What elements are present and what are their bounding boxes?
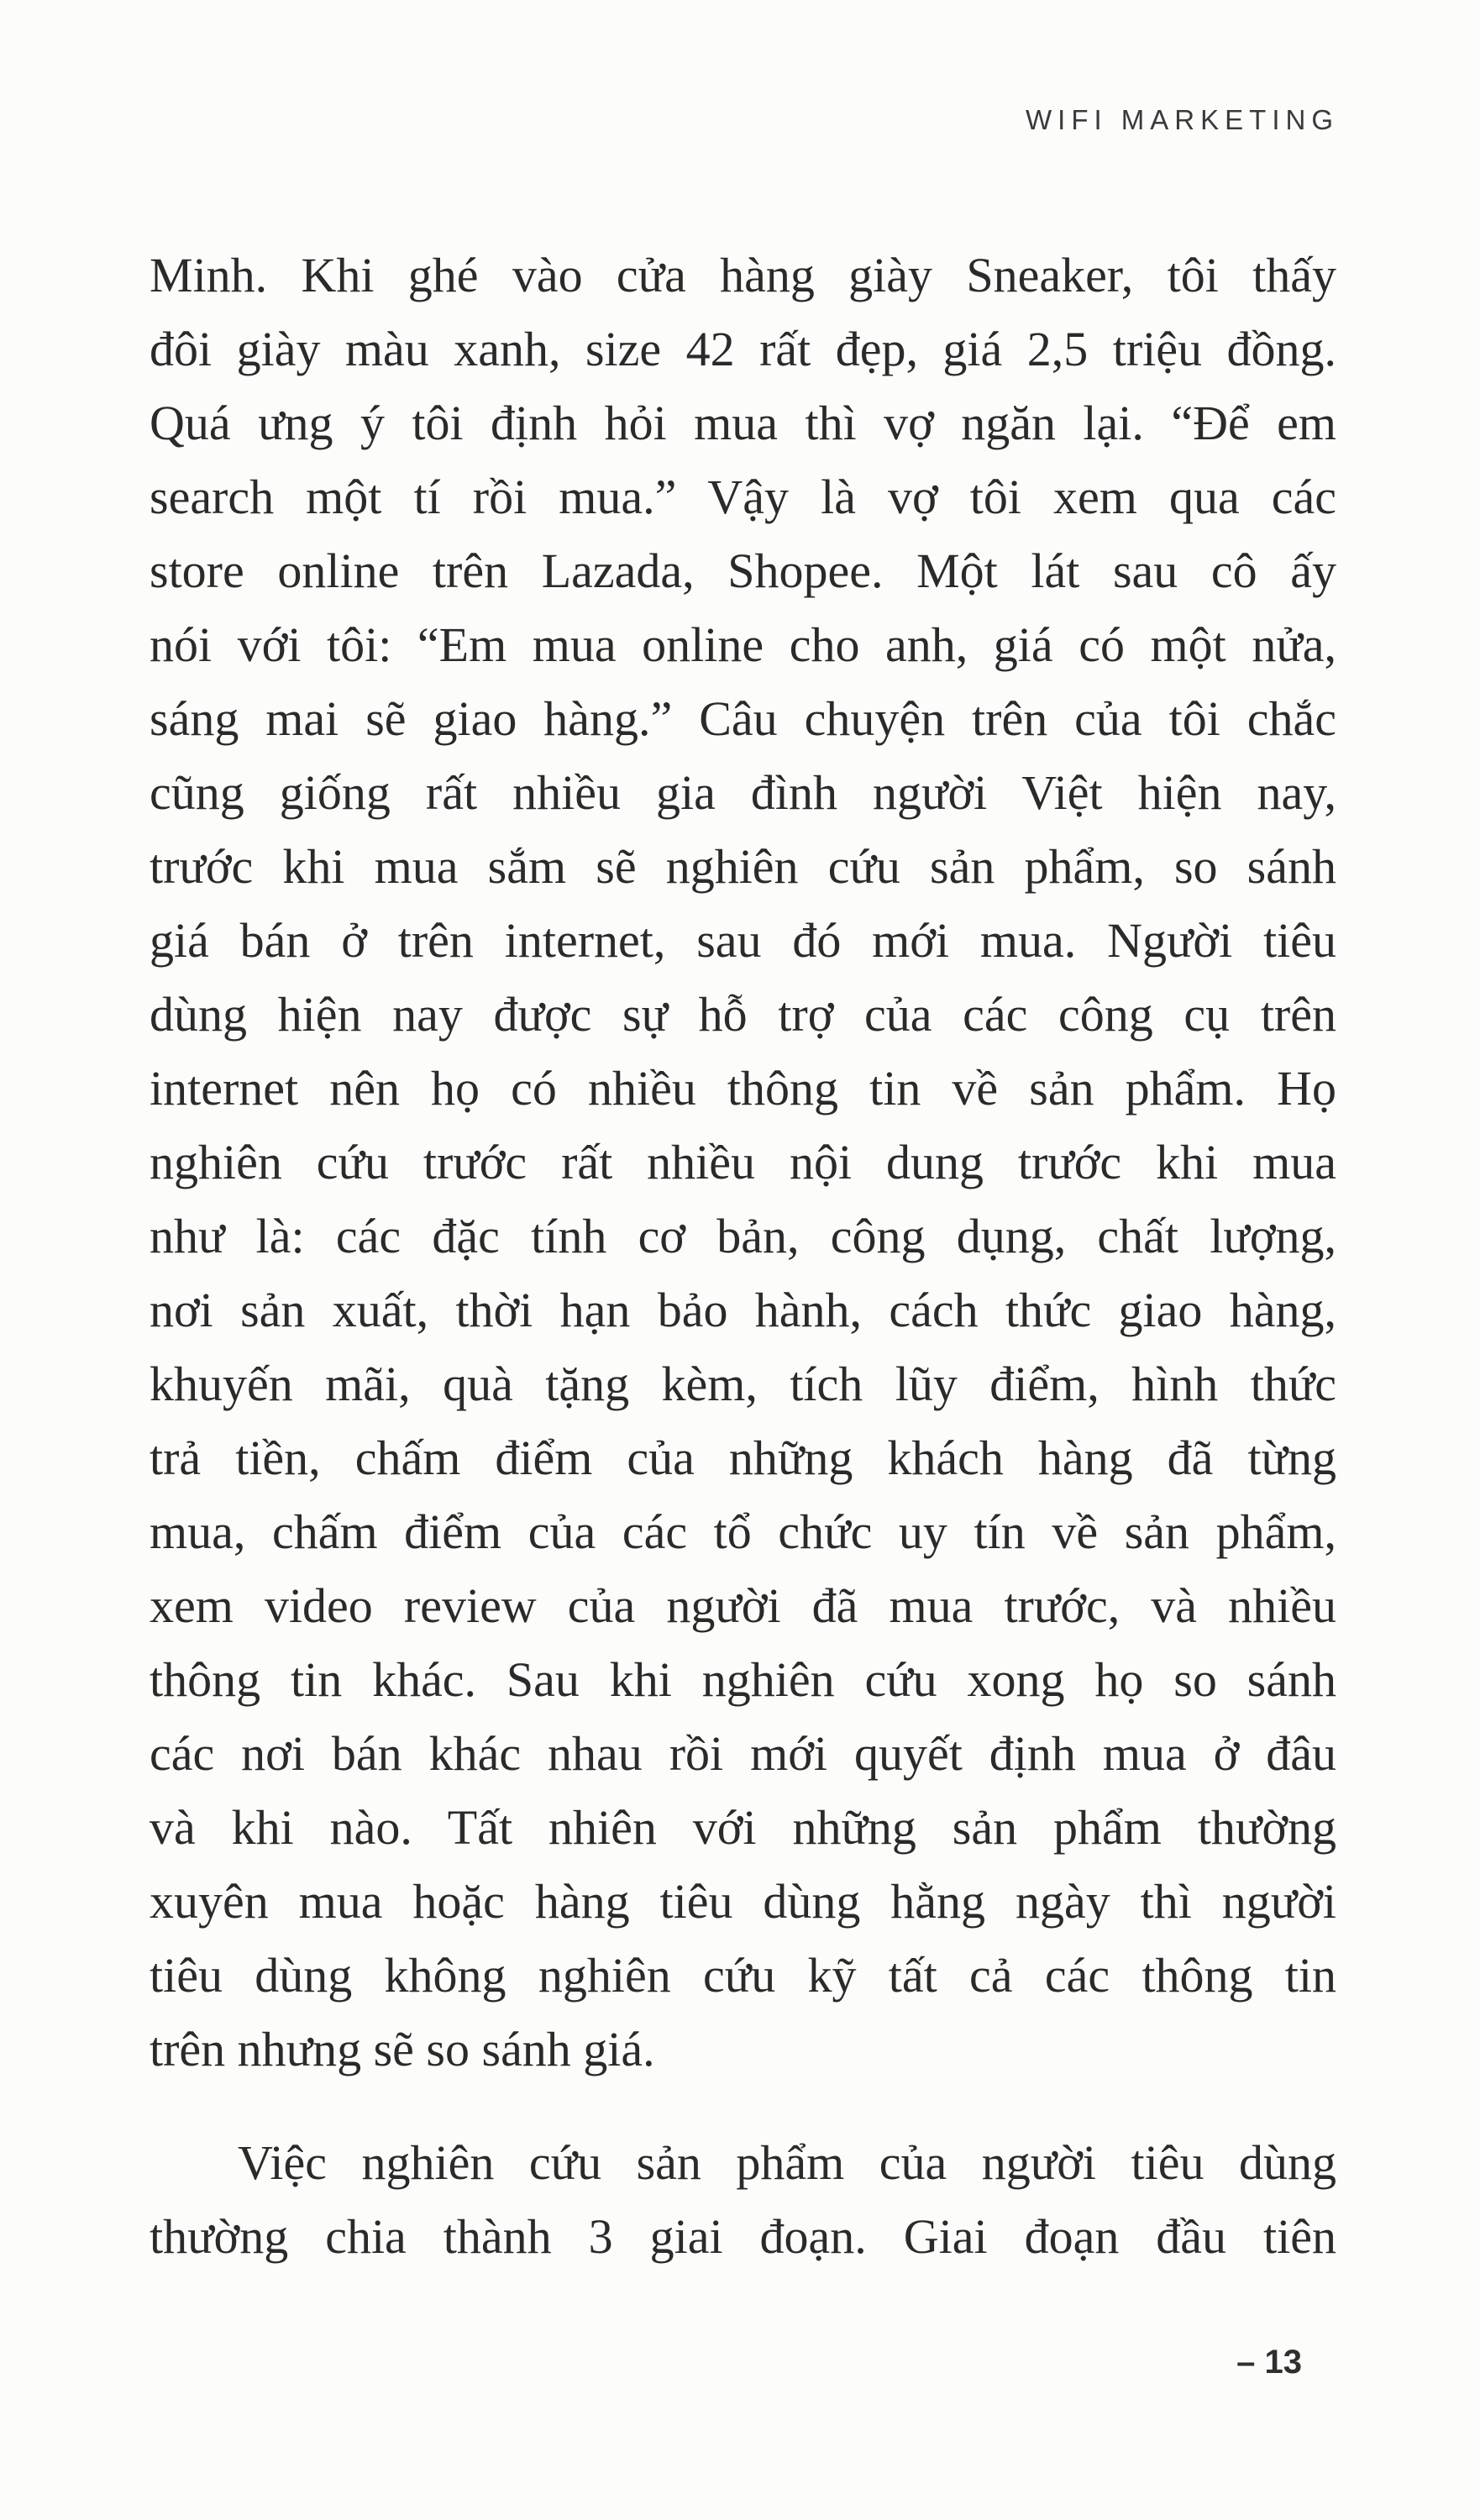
paragraph-1 (150, 239, 1336, 2087)
text-line: store online trên Lazada, Shopee. Một lát sau cô ấy (150, 543, 1336, 598)
text-line: thường chia thành 3 giai đoạn. Giai đoạn đầu tiên (150, 2209, 1336, 2264)
text-line: khuyến mãi, quà tặng kèm, tích lũy điểm, hình thức (150, 1357, 1336, 1411)
text-line: Việc nghiên cứu sản phẩm của người tiêu dùng (238, 2135, 1336, 2190)
text-line: giá bán ở trên internet, sau đó mới mua. Người tiêu (150, 913, 1336, 968)
text-line: Quá ưng ý tôi định hỏi mua thì vợ ngăn lại. “Để em (150, 396, 1336, 450)
text-line: cũng giống rất nhiều gia đình người Việt hiện nay, (150, 765, 1336, 820)
text-line: các nơi bán khác nhau rồi mới quyết định mua ở đâu (150, 1726, 1336, 1781)
text-line: như là: các đặc tính cơ bản, công dụng, chất lượng, (150, 1209, 1336, 1263)
text-line: mua, chấm điểm của các tổ chức uy tín về sản phẩm, (150, 1504, 1336, 1559)
text-line: dùng hiện nay được sự hỗ trợ của các công cụ trên (150, 987, 1336, 1042)
text-line: tiêu dùng không nghiên cứu kỹ tất cả các thông tin (150, 1948, 1336, 2003)
text-line: trả tiền, chấm điểm của những khách hàng đã từng (150, 1431, 1336, 1485)
body-text (150, 239, 1336, 2274)
text-line: nghiên cứu trước rất nhiều nội dung trước khi mua (150, 1135, 1336, 1189)
running-header: WIFI MARKETING (1026, 104, 1339, 135)
paragraph-spacing (150, 2087, 1336, 2126)
page-number: – 13 (1236, 2344, 1302, 2381)
text-line: internet nên họ có nhiều thông tin về sản phẩm. Họ (150, 1061, 1336, 1116)
text-line: sáng mai sẽ giao hàng.” Câu chuyện trên của tôi chắc (150, 691, 1336, 746)
text-line: xem video review của người đã mua trước, và nhiều (150, 1578, 1336, 1633)
text-line: xuyên mua hoặc hàng tiêu dùng hằng ngày thì người (150, 1874, 1336, 1929)
paragraph-2 (150, 2126, 1336, 2274)
text-line: và khi nào. Tất nhiên với những sản phẩm thường (150, 1800, 1336, 1855)
text-line: trước khi mua sắm sẽ nghiên cứu sản phẩm, so sánh (150, 839, 1336, 894)
text-line: đôi giày màu xanh, size 42 rất đẹp, giá 2,5 triệu đồng. (150, 322, 1336, 376)
text-line: trên nhưng sẽ so sánh giá. (150, 2022, 655, 2076)
text-line: search một tí rồi mua.” Vậy là vợ tôi xem qua các (150, 470, 1336, 524)
text-line: Minh. Khi ghé vào cửa hàng giày Sneaker, tôi thấy (150, 248, 1336, 302)
text-line: nói với tôi: “Em mua online cho anh, giá có một nửa, (150, 617, 1336, 672)
text-line: thông tin khác. Sau khi nghiên cứu xong họ so sánh (150, 1652, 1336, 1707)
text-line: nơi sản xuất, thời hạn bảo hành, cách thức giao hàng, (150, 1283, 1336, 1337)
